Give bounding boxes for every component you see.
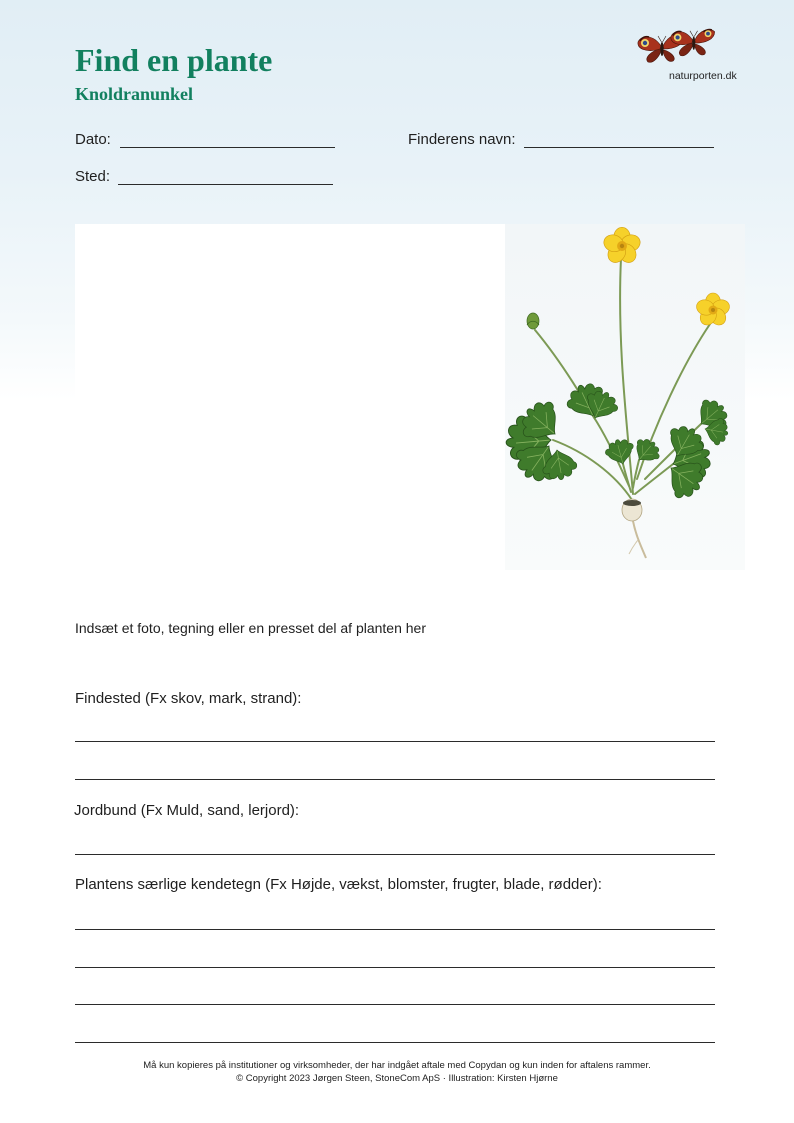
- license-notice: Må kun kopieres på institutioner og virksomheder, der har indgået aftale med Copydan og kun inden for aftalens rammer.: [143, 1060, 651, 1071]
- flower: [695, 293, 732, 328]
- location-question: Findested (Fx skov, mark, strand):: [75, 690, 302, 707]
- buttercup-plant-illustration: [505, 224, 745, 570]
- answer-line: [75, 779, 715, 780]
- finder-name-label: Finderens navn:: [408, 131, 516, 148]
- date-blank-line: [120, 147, 335, 148]
- photo-instruction: Indsæt et foto, tegning eller en presset del af planten her: [75, 620, 427, 636]
- answer-line: [75, 929, 715, 930]
- place-label: Sted:: [75, 168, 111, 185]
- answer-line: [75, 967, 715, 968]
- copyright-notice: © Copyright 2023 Jørgen Steen, StoneCom ApS · Illustration: Kirsten Hjørne: [236, 1073, 558, 1084]
- photo-placeholder: [75, 224, 505, 570]
- features-question: Plantens særlige kendetegn (Fx Højde, vækst, blomster, frugter, blade, rødder):: [75, 876, 602, 893]
- finder-name-blank-line: [524, 147, 714, 148]
- leaves: [504, 378, 733, 505]
- plant-name-subtitle: Knoldranunkel: [75, 84, 194, 104]
- answer-line: [75, 741, 715, 742]
- flower: [602, 227, 643, 266]
- tuber-and-root: [622, 499, 646, 558]
- soil-question: Jordbund (Fx Muld, sand, lerjord):: [74, 802, 300, 819]
- flower-bud: [527, 313, 539, 329]
- date-label: Dato:: [75, 131, 111, 148]
- place-blank-line: [118, 184, 333, 185]
- butterfly-right: [671, 29, 715, 55]
- answer-line: [75, 1004, 715, 1005]
- answer-line: [75, 1042, 715, 1043]
- site-name: naturporten.dk: [669, 70, 737, 82]
- answer-line: [75, 854, 715, 855]
- page-title: Find en plante: [75, 42, 273, 78]
- butterfly-icon: [636, 26, 718, 62]
